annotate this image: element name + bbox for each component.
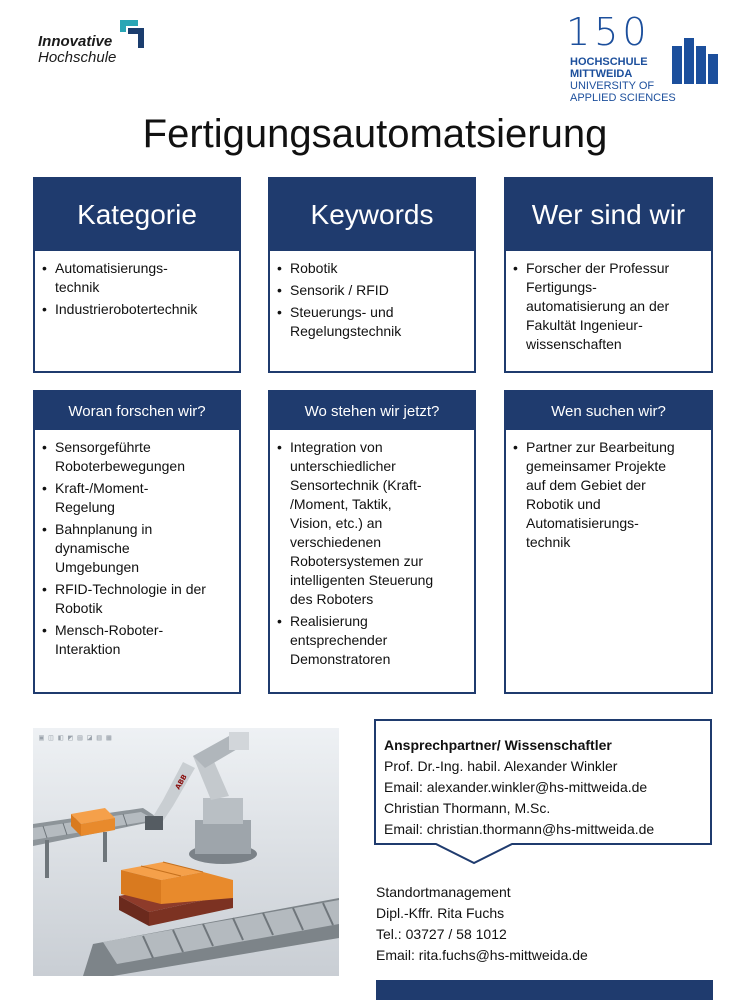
card-wen-suchen-wir: [504, 390, 713, 694]
contact-email-link[interactable]: Email: alexander.winkler@hs-mittweida.de: [384, 779, 648, 795]
list-item: • Mensch-Roboter- Interaktion: [55, 621, 231, 659]
list-item: • Partner zur Bearbeitung gemeinsamer Projekte auf dem Gebiet der Robotik und Automatisierungs- technik: [526, 438, 703, 552]
standort-email-link[interactable]: Email: rita.fuchs@hs-mittweida.de: [376, 947, 588, 963]
list-item: • Sensorik / RFID: [290, 281, 466, 300]
logo-line2: MITTWEIDA: [570, 68, 633, 80]
contact-heading: Ansprechpartner/ Wissenschaftler: [384, 737, 612, 753]
anniversary-number: 150: [566, 10, 651, 54]
robot-simulation-image: [33, 728, 339, 976]
card-heading: Wen suchen wir?: [506, 392, 711, 430]
card-list: [506, 430, 711, 552]
contact-box: [374, 719, 712, 845]
card-heading: Kategorie: [35, 179, 239, 251]
standort-line: Dipl.-Kffr. Rita Fuchs: [376, 905, 505, 921]
list-item: • Integration von unterschiedlicher Sensortechnik (Kraft- /Moment, Taktik, Vision, etc.) an verschiedenen Robotersystemen zur intelligenten Steuerung des Roboters: [290, 438, 466, 609]
list-item: • RFID-Technologie in der Robotik: [55, 580, 231, 618]
robot-illustration: [33, 728, 339, 976]
list-item: • Industrierobotertechnik: [55, 300, 231, 319]
list-item: • Sensorgeführte Roboterbewegungen: [55, 438, 231, 476]
list-item: • Bahnplanung in dynamische Umgebungen: [55, 520, 231, 577]
footer-bar: [376, 980, 713, 1000]
contact-email-link[interactable]: Email: christian.thormann@hs-mittweida.de: [384, 821, 655, 837]
logo-text-line1: Innovative: [38, 33, 113, 50]
standort-heading: Standortmanagement: [376, 884, 511, 900]
card-list: [506, 251, 711, 354]
card-list: [270, 251, 474, 341]
card-heading: Wer sind wir: [506, 179, 711, 251]
contact-line: Christian Thormann, M.Sc.: [384, 800, 551, 816]
card-list: [270, 430, 474, 669]
hochschule-mittweida-logo: [566, 10, 726, 104]
logo-line4: APPLIED SCIENCES: [570, 92, 676, 104]
list-item: • Automatisierungs- technik: [55, 259, 231, 297]
logo-mark-icon: [114, 18, 148, 52]
card-kategorie: [33, 177, 241, 373]
speech-pointer: [436, 843, 512, 865]
standort-phone: Tel.: 03727 / 58 1012: [376, 926, 507, 942]
card-wer-sind-wir: [504, 177, 713, 373]
list-item: • Kraft-/Moment- Regelung: [55, 479, 231, 517]
innovative-hochschule-logo: [38, 18, 148, 68]
contact-line: Prof. Dr.-Ing. habil. Alexander Winkler: [384, 758, 618, 774]
list-item: • Steuerungs- und Regelungstechnik: [290, 303, 466, 341]
logo-text-line2: Hochschule: [38, 49, 117, 66]
standort-block: [376, 882, 588, 966]
card-list: [35, 251, 239, 319]
card-heading: Keywords: [270, 179, 474, 251]
list-item: • Forscher der Professur Fertigungs- automatisierung an der Fakultät Ingenieur- wissenschaften: [526, 259, 703, 354]
list-item: • Robotik: [290, 259, 466, 278]
svg-text:▣ ◫ ◧ ◩ ▤ ◪ ▥ ▦: ▣ ◫ ◧ ◩ ▤ ◪ ▥ ▦: [39, 733, 112, 742]
svg-text:ABB: ABB: [173, 773, 189, 791]
logo-line1: HOCHSCHULE: [570, 56, 648, 68]
card-list: [35, 430, 239, 659]
page-title: Fertigungsautomatsierung: [142, 112, 608, 156]
building-bars-icon: [670, 36, 720, 86]
card-keywords: [268, 177, 476, 373]
card-heading: Woran forschen wir?: [35, 392, 239, 430]
logo-line3: UNIVERSITY OF: [570, 80, 655, 92]
card-heading: Wo stehen wir jetzt?: [270, 392, 474, 430]
card-woran-forschen-wir: [33, 390, 241, 694]
list-item: • Realisierung entsprechender Demonstratoren: [290, 612, 466, 669]
card-wo-stehen-wir: [268, 390, 476, 694]
